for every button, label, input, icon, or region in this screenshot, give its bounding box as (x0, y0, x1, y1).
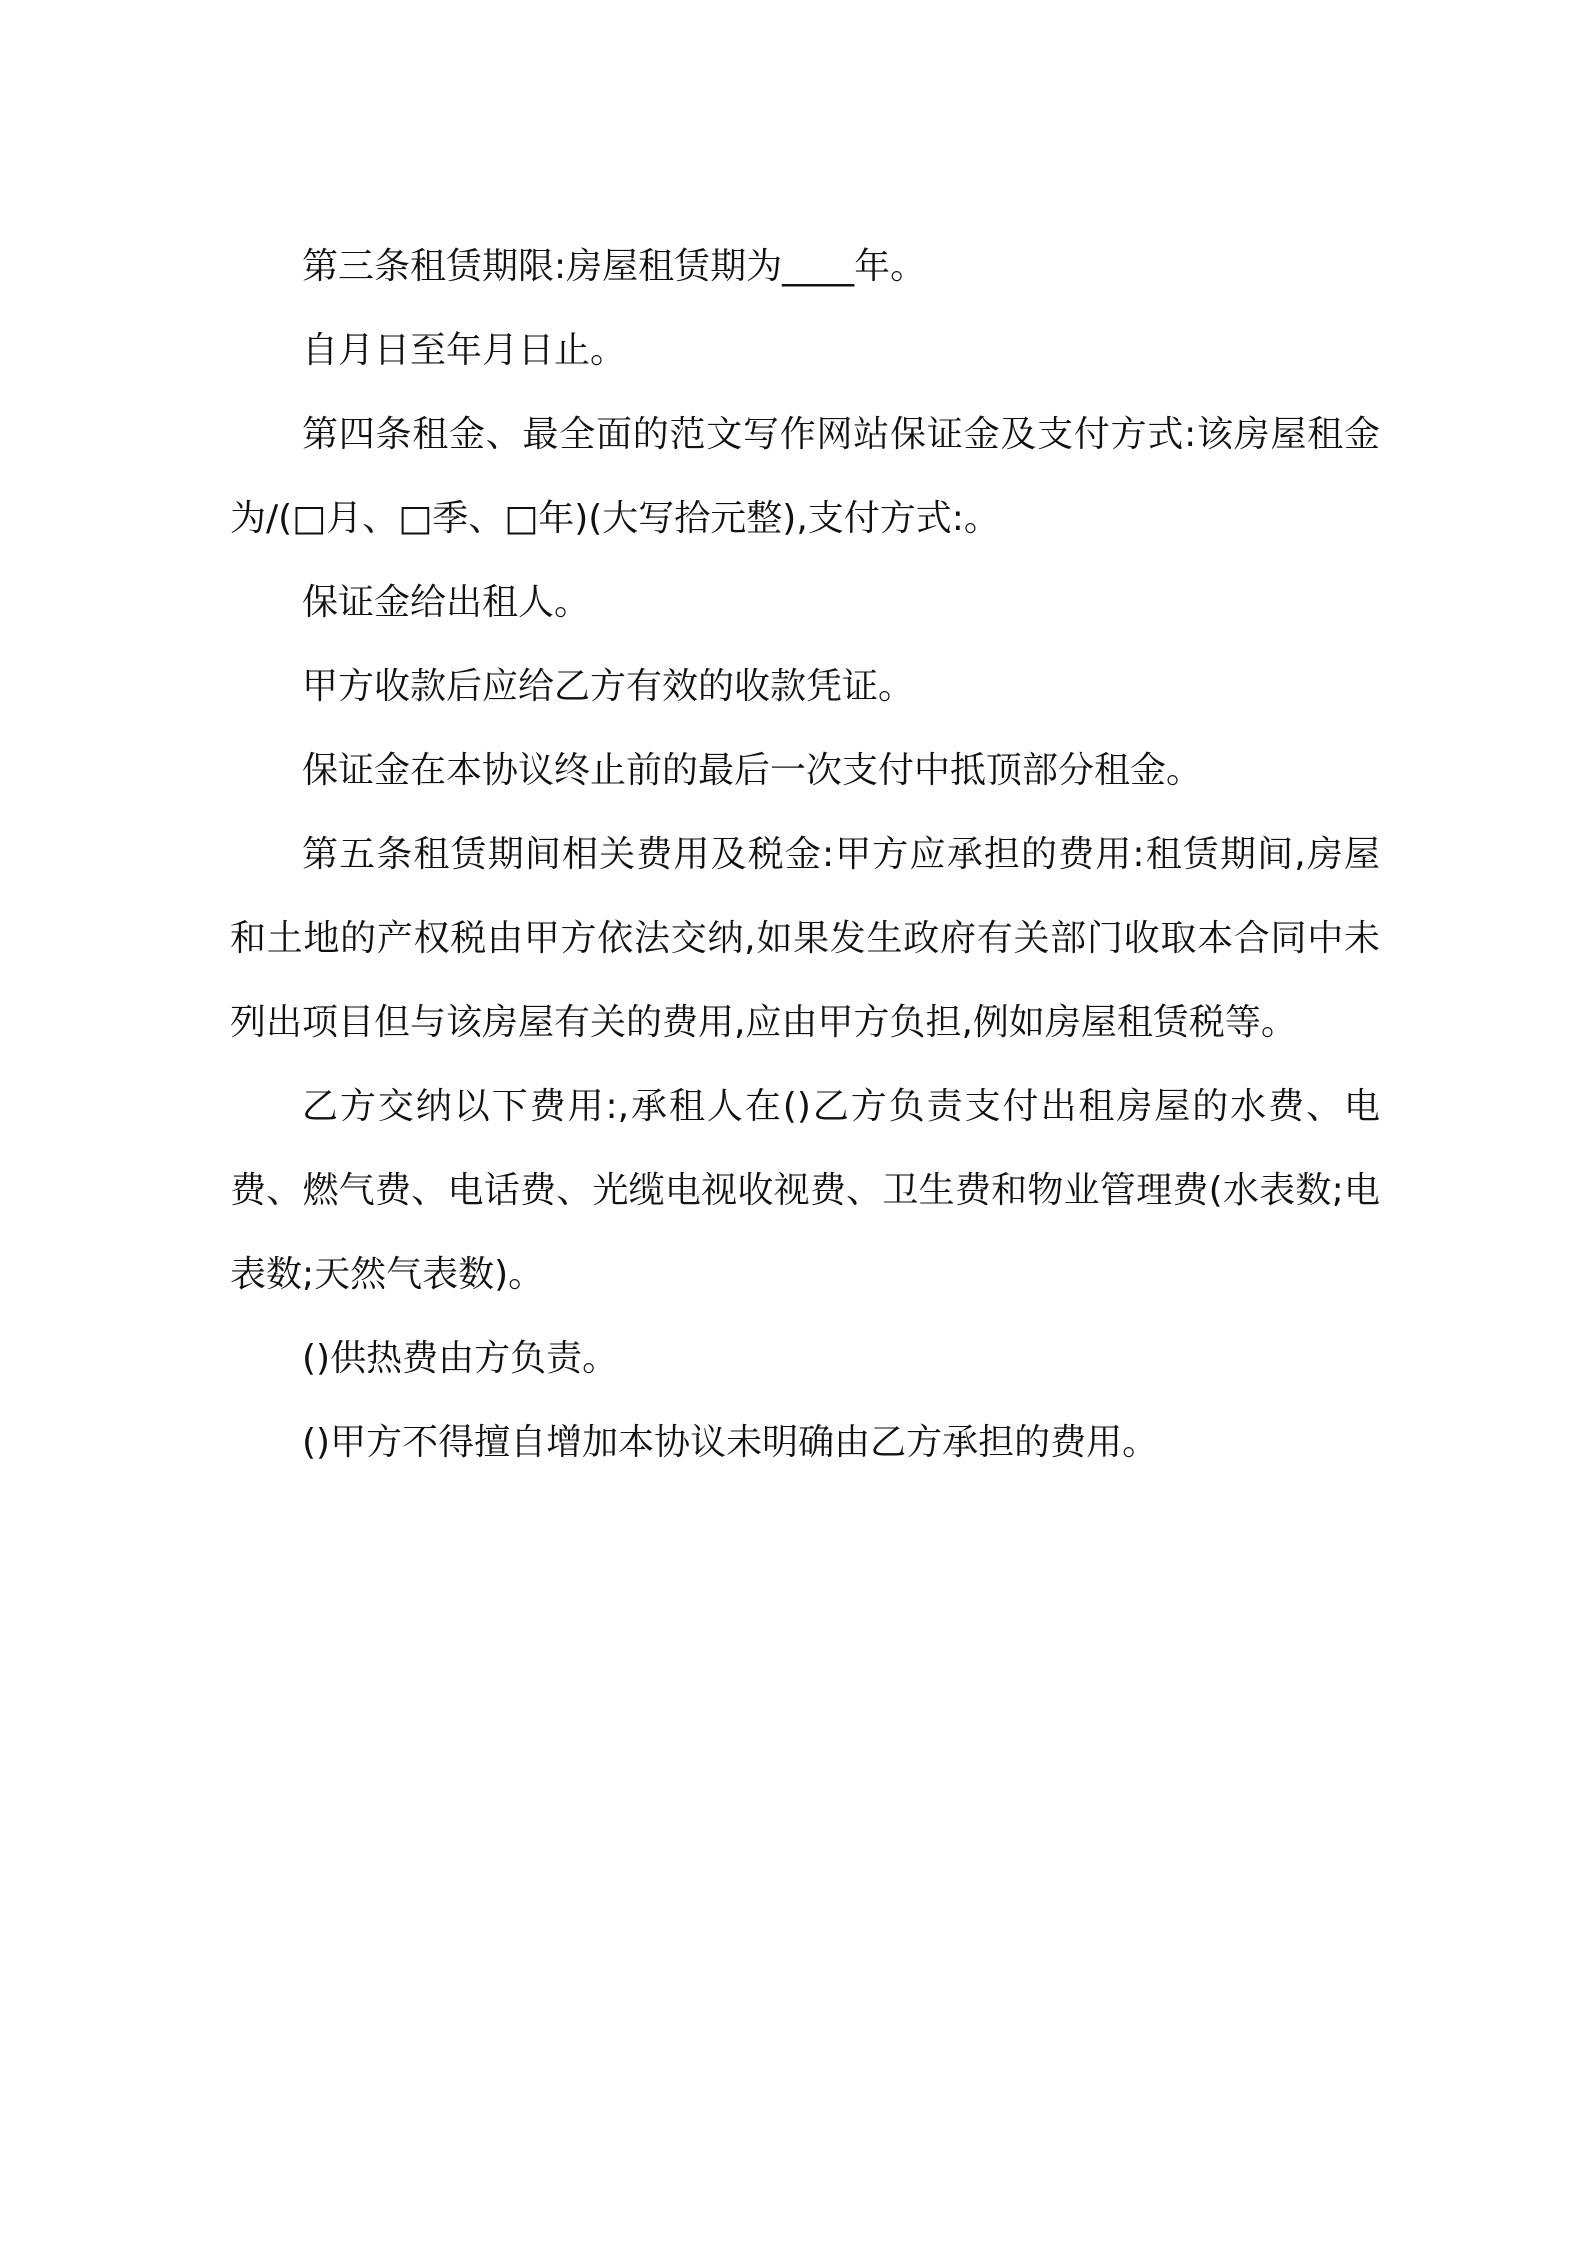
paragraph-article-5-fees: 第五条租赁期间相关费用及税金:甲方应承担的费用:租赁期间,房屋和土地的产权税由甲方依法交纳,如果发生政府有关部门收取本合同中未列出项目但与该房屋有关的费用,应由甲方负担,例如房屋租赁税等。 (230, 834, 1380, 1043)
paragraph-term-dates: 自月日至年月日止。 (302, 330, 627, 371)
paragraph-deposit-offset: 保证金在本协议终止前的最后一次支付中抵顶部分租金。 (302, 750, 1203, 791)
paragraph-heating-fee: ()供热费由方负责。 (302, 1338, 619, 1379)
paragraph-article-3-term: 第三条租赁期限:房屋租赁期为____年。 (302, 246, 927, 287)
paragraph-article-4-rent: 第四条租金、最全面的范文写作网站保证金及支付方式:该房屋租金为/(□月、□季、□年)(大写拾元整),支付方式:。 (230, 414, 1380, 539)
document-body (230, 225, 1380, 1485)
paragraph-no-extra-fees: ()甲方不得擅自增加本协议未明确由乙方承担的费用。 (302, 1422, 1159, 1463)
paragraph-deposit-to-lessor: 保证金给出租人。 (302, 582, 591, 623)
paragraph-tenant-fees: 乙方交纳以下费用:,承租人在()乙方负责支付出租房屋的水费、电费、燃气费、电话费、光缆电视收视费、卫生费和物业管理费(水表数;电表数;天然气表数)。 (230, 1086, 1380, 1295)
paragraph-receipt: 甲方收款后应给乙方有效的收款凭证。 (302, 666, 915, 707)
